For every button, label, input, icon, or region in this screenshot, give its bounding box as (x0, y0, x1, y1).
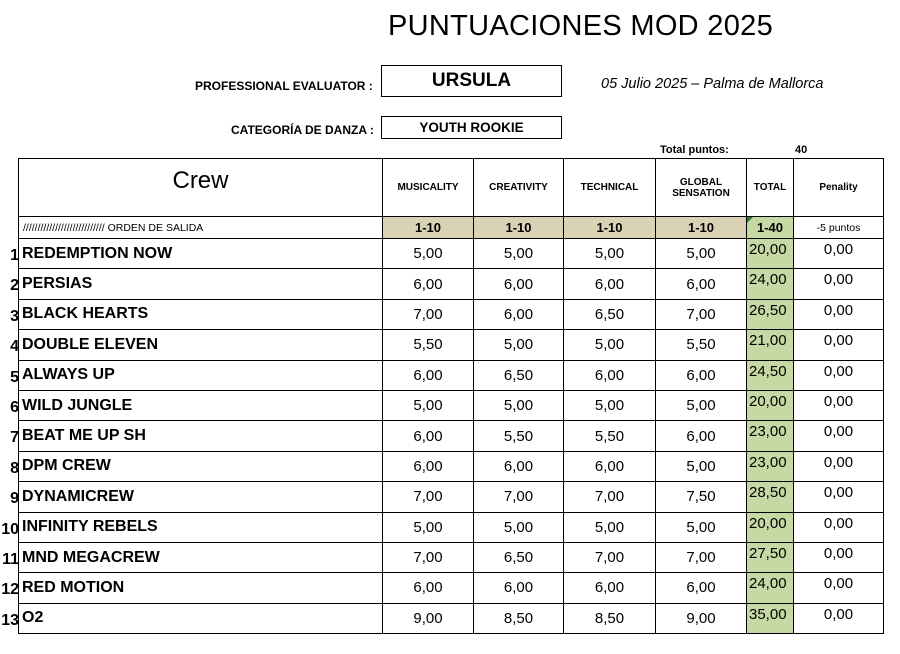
creativity-score[interactable]: 8,50 (474, 603, 564, 633)
global-sensation-score[interactable]: 5,50 (656, 330, 747, 360)
row-number: 3 (10, 307, 19, 325)
creativity-score[interactable]: 6,00 (474, 299, 564, 329)
row-number: 8 (10, 459, 19, 477)
technical-score[interactable]: 5,00 (564, 390, 656, 420)
row-number: 12 (1, 581, 19, 599)
row-number: 2 (10, 277, 19, 295)
technical-score[interactable]: 6,50 (564, 299, 656, 329)
penality-score[interactable]: 0,00 (794, 542, 884, 572)
total-score[interactable]: 27,50 (747, 542, 794, 572)
range-total: 1-40 (747, 217, 794, 239)
crew-name[interactable]: DOUBLE ELEVEN (19, 330, 383, 360)
crew-name[interactable]: DYNAMICREW (19, 482, 383, 512)
crew-name[interactable]: PERSIAS (19, 269, 383, 299)
table-body (19, 239, 884, 634)
penality-score[interactable]: 0,00 (794, 360, 884, 390)
penality-score[interactable]: 0,00 (794, 269, 884, 299)
table-row (19, 390, 884, 420)
global-sensation-score[interactable]: 9,00 (656, 603, 747, 633)
table-row (19, 573, 884, 603)
musicality-score[interactable]: 5,00 (383, 390, 474, 420)
total-score[interactable]: 24,50 (747, 360, 794, 390)
total-score[interactable]: 20,00 (747, 239, 794, 269)
category-value-field[interactable]: YOUTH ROOKIE (381, 116, 562, 139)
table-row (19, 360, 884, 390)
category-label: CATEGORÍA DE DANZA : (231, 123, 374, 137)
musicality-score[interactable]: 9,00 (383, 603, 474, 633)
crew-name[interactable]: WILD JUNGLE (19, 390, 383, 420)
musicality-score[interactable]: 6,00 (383, 360, 474, 390)
row-number: 6 (10, 398, 19, 416)
global-sensation-score[interactable]: 5,00 (656, 512, 747, 542)
technical-score[interactable]: 5,00 (564, 239, 656, 269)
crew-name[interactable]: MND MEGACREW (19, 542, 383, 572)
crew-name[interactable]: ALWAYS UP (19, 360, 383, 390)
col-header-total: TOTAL (747, 159, 794, 217)
penality-score[interactable]: 0,00 (794, 239, 884, 269)
total-points-label: Total puntos: (660, 144, 729, 156)
global-sensation-score[interactable]: 6,00 (656, 360, 747, 390)
col-header-penality: Penality (794, 159, 884, 217)
creativity-score[interactable]: 6,50 (474, 360, 564, 390)
creativity-score[interactable]: 5,00 (474, 512, 564, 542)
technical-score[interactable]: 5,50 (564, 421, 656, 451)
penality-score[interactable]: 0,00 (794, 390, 884, 420)
crew-name[interactable]: INFINITY REBELS (19, 512, 383, 542)
total-score[interactable]: 24,00 (747, 269, 794, 299)
crew-name[interactable]: BEAT ME UP SH (19, 421, 383, 451)
global-sensation-score[interactable]: 5,00 (656, 390, 747, 420)
table-row (19, 603, 884, 633)
creativity-score[interactable]: 6,50 (474, 542, 564, 572)
total-score[interactable]: 23,00 (747, 421, 794, 451)
table-row (19, 512, 884, 542)
total-score[interactable]: 20,00 (747, 512, 794, 542)
musicality-score[interactable]: 7,00 (383, 542, 474, 572)
creativity-score[interactable]: 7,00 (474, 482, 564, 512)
row-number: 4 (10, 338, 19, 356)
table-row (19, 482, 884, 512)
col-header-technical: TECHNICAL (564, 159, 656, 217)
crew-name[interactable]: REDEMPTION NOW (19, 239, 383, 269)
evaluator-name-field[interactable]: URSULA (381, 65, 562, 97)
table-row (19, 542, 884, 572)
row-number: 10 (1, 520, 19, 538)
musicality-score[interactable]: 7,00 (383, 299, 474, 329)
table-row (19, 269, 884, 299)
page-title: PUNTUACIONES MOD 2025 (388, 10, 773, 42)
table-row (19, 239, 884, 269)
range-penality: -5 puntos (794, 217, 884, 239)
penality-score[interactable]: 0,00 (794, 299, 884, 329)
evaluator-label: PROFESSIONAL EVALUATOR : (195, 79, 373, 93)
crew-name[interactable]: O2 (19, 603, 383, 633)
table-header-row (19, 159, 884, 217)
row-number: 11 (2, 550, 19, 568)
global-sensation-score[interactable]: 6,00 (656, 421, 747, 451)
row-number: 13 (1, 611, 19, 629)
technical-score[interactable]: 6,00 (564, 269, 656, 299)
creativity-score[interactable]: 6,00 (474, 451, 564, 481)
row-number: 1 (10, 247, 19, 264)
creativity-score[interactable]: 5,50 (474, 421, 564, 451)
musicality-score[interactable]: 5,50 (383, 330, 474, 360)
global-sensation-score[interactable]: 6,00 (656, 269, 747, 299)
row-number: 9 (10, 490, 19, 508)
creativity-score[interactable]: 6,00 (474, 573, 564, 603)
total-score[interactable]: 26,50 (747, 299, 794, 329)
penality-score[interactable]: 0,00 (794, 573, 884, 603)
penality-score[interactable]: 0,00 (794, 512, 884, 542)
global-sensation-score[interactable]: 6,00 (656, 573, 747, 603)
row-number: 5 (10, 368, 19, 386)
penality-score[interactable]: 0,00 (794, 421, 884, 451)
total-points-value: 40 (795, 144, 808, 156)
technical-score[interactable]: 5,00 (564, 512, 656, 542)
global-sensation-score[interactable]: 7,00 (656, 542, 747, 572)
col-header-musicality: MUSICALITY (383, 159, 474, 217)
table-row (19, 421, 884, 451)
technical-score[interactable]: 5,00 (564, 330, 656, 360)
creativity-score[interactable]: 5,00 (474, 390, 564, 420)
global-sensation-score[interactable]: 5,00 (656, 451, 747, 481)
musicality-score[interactable]: 7,00 (383, 482, 474, 512)
crew-name[interactable]: RED MOTION (19, 573, 383, 603)
penality-score[interactable]: 0,00 (794, 603, 884, 633)
crew-name[interactable]: BLACK HEARTS (19, 299, 383, 329)
range-musicality: 1-10 (383, 217, 474, 239)
creativity-score[interactable]: 5,00 (474, 239, 564, 269)
technical-score[interactable]: 8,50 (564, 603, 656, 633)
technical-score[interactable]: 6,00 (564, 451, 656, 481)
total-score[interactable]: 35,00 (747, 603, 794, 633)
technical-score[interactable]: 6,00 (564, 573, 656, 603)
col-header-creativity: CREATIVITY (474, 159, 564, 217)
technical-score[interactable]: 6,00 (564, 360, 656, 390)
scores-table (18, 158, 884, 634)
musicality-score[interactable]: 6,00 (383, 269, 474, 299)
technical-score[interactable]: 7,00 (564, 542, 656, 572)
total-score[interactable]: 20,00 (747, 390, 794, 420)
range-creativity: 1-10 (474, 217, 564, 239)
crew-name[interactable]: DPM CREW (19, 451, 383, 481)
penality-score[interactable]: 0,00 (794, 482, 884, 512)
table-row (19, 330, 884, 360)
table-row (19, 451, 884, 481)
global-sensation-score[interactable]: 7,50 (656, 482, 747, 512)
musicality-score[interactable]: 5,00 (383, 239, 474, 269)
musicality-score[interactable]: 6,00 (383, 451, 474, 481)
creativity-score[interactable]: 6,00 (474, 269, 564, 299)
musicality-score[interactable]: 6,00 (383, 573, 474, 603)
musicality-score[interactable]: 5,00 (383, 512, 474, 542)
range-header-row (19, 217, 884, 239)
penality-score[interactable]: 0,00 (794, 330, 884, 360)
range-technical: 1-10 (564, 217, 656, 239)
range-global: 1-10 (656, 217, 747, 239)
total-score[interactable]: 24,00 (747, 573, 794, 603)
orden-de-salida-label: //////////////////////////// ORDEN DE SALIDA (19, 217, 383, 239)
row-number: 7 (10, 429, 19, 447)
creativity-score[interactable]: 5,00 (474, 330, 564, 360)
global-sensation-score[interactable]: 7,00 (656, 299, 747, 329)
total-score[interactable]: 21,00 (747, 330, 794, 360)
global-sensation-score[interactable]: 5,00 (656, 239, 747, 269)
total-score[interactable]: 23,00 (747, 451, 794, 481)
penality-score[interactable]: 0,00 (794, 451, 884, 481)
date-location: 05 Julio 2025 – Palma de Mallorca (601, 76, 824, 92)
col-header-crew: Crew (19, 159, 383, 217)
musicality-score[interactable]: 6,00 (383, 421, 474, 451)
col-header-global-sensation: GLOBAL SENSATION (656, 159, 747, 217)
technical-score[interactable]: 7,00 (564, 482, 656, 512)
total-score[interactable]: 28,50 (747, 482, 794, 512)
row-number-column (0, 241, 19, 636)
table-row (19, 299, 884, 329)
